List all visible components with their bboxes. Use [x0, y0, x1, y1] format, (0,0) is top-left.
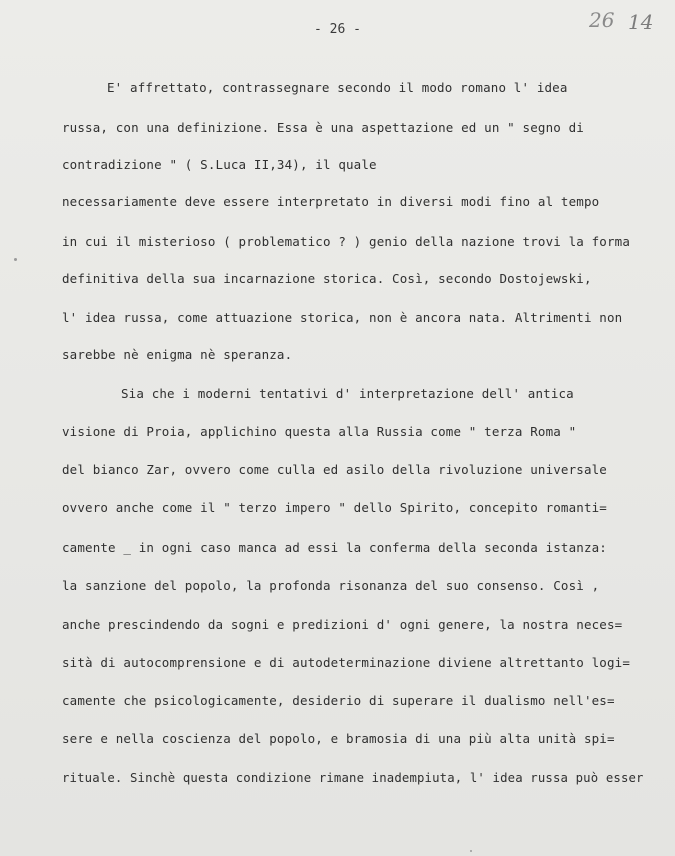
text-line: la sanzione del popolo, la profonda risonanza del suo consenso. Così ,: [62, 578, 600, 593]
text-line: definitiva della sua incarnazione storica. Così, secondo Dostojewski,: [62, 271, 592, 286]
text-line: russa, con una definizione. Essa è una aspettazione ed un " segno di: [62, 120, 584, 135]
text-line: contradizione " ( S.Luca II,34), il quale: [62, 157, 377, 172]
page-number: - 26 -: [314, 22, 361, 37]
text-line: E' affrettato, contrassegnare secondo il modo romano l' idea: [107, 80, 568, 95]
text-line: sere e nella coscienza del popolo, e bramosia di una più alta unità spi=: [62, 731, 615, 746]
text-line: in cui il misterioso ( problematico ? ) genio della nazione trovi la forma: [62, 234, 630, 249]
text-line: l' idea russa, come attuazione storica, non è ancora nata. Altrimenti non: [62, 310, 623, 325]
text-line: Sia che i moderni tentativi d' interpretazione dell' antica: [121, 386, 574, 401]
text-line: camente _ in ogni caso manca ad essi la conferma della seconda istanza:: [62, 540, 607, 555]
text-line: anche prescindendo da sogni e predizioni d' ogni genere, la nostra neces=: [62, 617, 623, 632]
text-line: del bianco Zar, ovvero come culla ed asilo della rivoluzione universale: [62, 462, 607, 477]
handwritten-folio-number: 14: [628, 10, 654, 34]
text-line: rituale. Sinchè questa condizione rimane inadempiuta, l' idea russa può esser: [62, 771, 644, 785]
text-line: camente che psicologicamente, desiderio di superare il dualismo nell'es=: [62, 693, 615, 708]
text-line: sarebbe nè enigma nè speranza.: [62, 347, 293, 362]
text-line: ovvero anche come il " terzo impero " dello Spirito, concepito romanti=: [62, 500, 607, 515]
paper-speck: [14, 258, 17, 261]
text-line: necessariamente deve essere interpretato in diversi modi fino al tempo: [62, 194, 600, 209]
text-line: sità di autocomprensione e di autodeterminazione diviene altrettanto logi=: [62, 655, 630, 670]
text-line: visione di Proia, applichino questa alla Russia come " terza Roma ": [62, 424, 577, 439]
paper-speck: [470, 850, 472, 852]
handwritten-page-number: 26: [589, 8, 615, 32]
